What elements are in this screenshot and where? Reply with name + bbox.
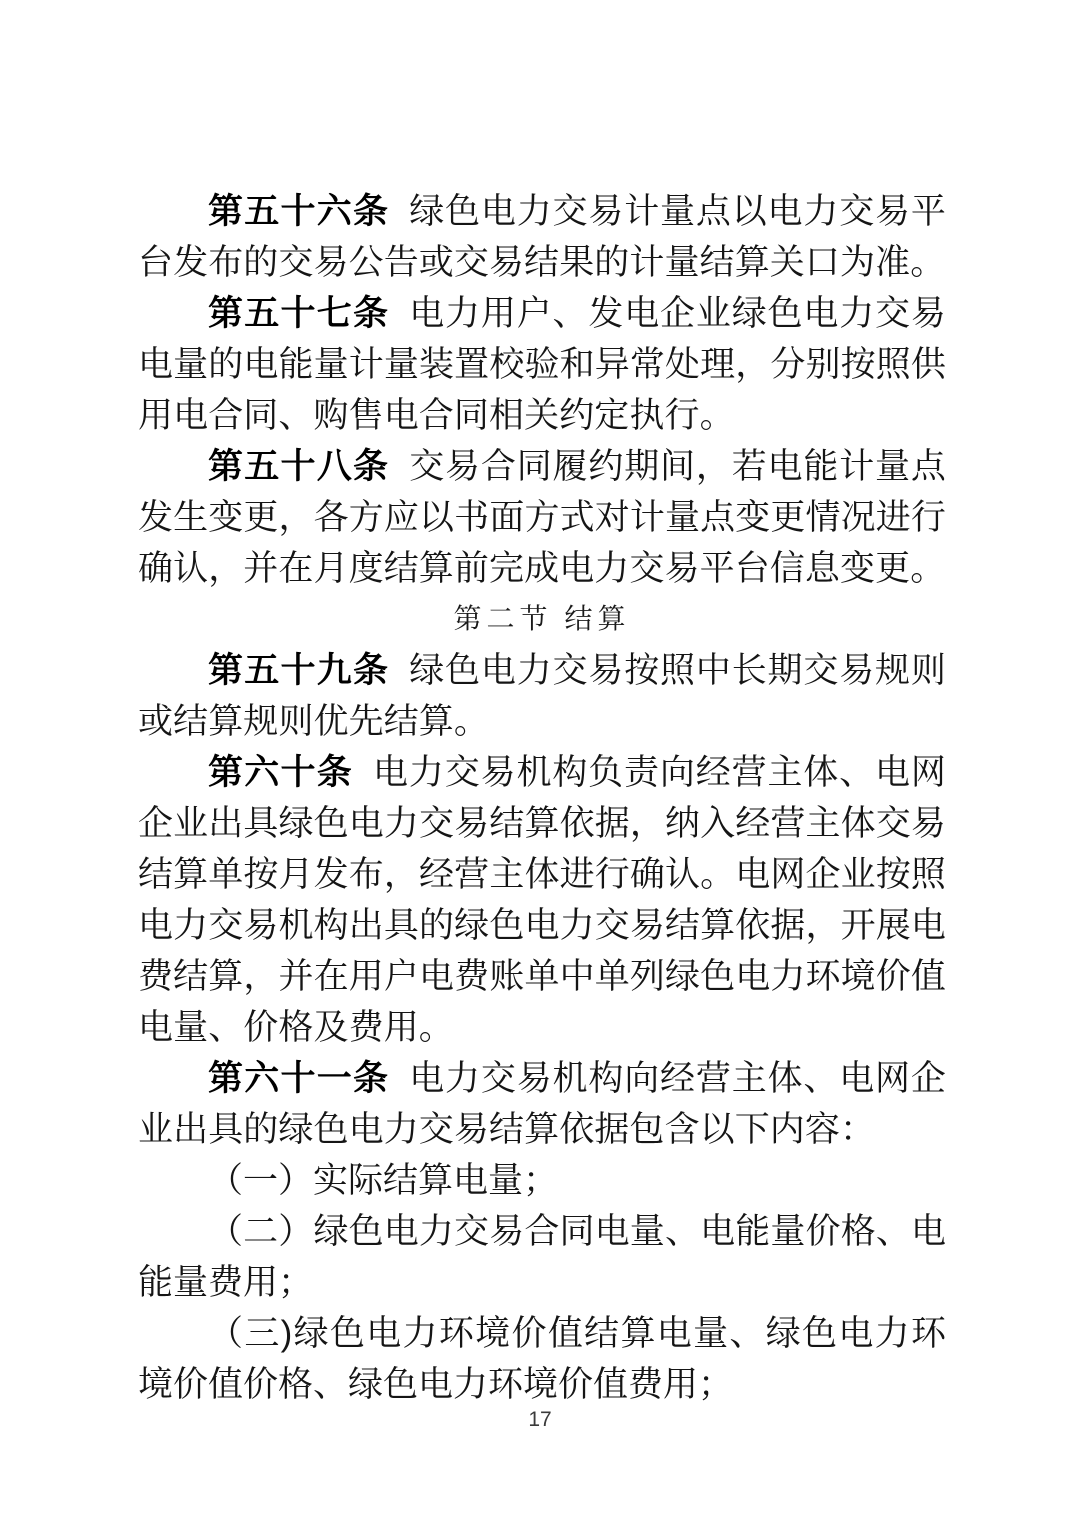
article-paragraph xyxy=(138,186,946,288)
article-label: 第五十九条 xyxy=(208,651,390,690)
article-label: 第六十一条 xyxy=(208,1059,390,1098)
article-paragraph xyxy=(138,1053,946,1155)
page-number: 17 xyxy=(528,1408,552,1431)
list-item: （三)绿色电力环境价值结算电量、绿色电力环境价值价格、绿色电力环境价值费用； xyxy=(138,1314,946,1404)
article-paragraph xyxy=(138,645,946,747)
article-text: 电力交易机构负责向经营主体、电网企业出具绿色电力交易结算依据，纳入经营主体交易结算单按月发布，经营主体进行确认。电网企业按照电力交易机构出具的绿色电力交易结算依据，开展电费结算，并在用户电费账单中单列绿色电力环境价值电量、价格及费用。 xyxy=(138,753,946,1047)
article-text: 绿色电力交易计量点以电力交易平台发布的交易公告或交易结果的计量结算关口为准。 xyxy=(138,192,946,282)
article-text: 电力交易机构向经营主体、电网企业出具的绿色电力交易结算依据包含以下内容： xyxy=(138,1059,946,1149)
article-label: 第五十八条 xyxy=(208,447,390,486)
list-item: （二）绿色电力交易合同电量、电能量价格、电能量费用； xyxy=(138,1212,946,1302)
article-text: 电力用户、发电企业绿色电力交易电量的电能量计量装置校验和异常处理，分别按照供用电合同、购售电合同相关约定执行。 xyxy=(138,294,946,435)
article-paragraph xyxy=(138,441,946,594)
article-text: 绿色电力交易按照中长期交易规则或结算规则优先结算。 xyxy=(138,651,946,741)
section-heading: 第二节 结算 xyxy=(453,604,631,635)
article-text: 交易合同履约期间，若电能计量点发生变更，各方应以书面方式对计量点变更情况进行确认，并在月度结算前完成电力交易平台信息变更。 xyxy=(138,447,946,588)
article-label: 第六十条 xyxy=(208,753,354,792)
article-paragraph xyxy=(138,747,946,1053)
document-body xyxy=(138,186,946,1410)
article-label: 第五十七条 xyxy=(208,294,390,333)
list-item: （一）实际结算电量； xyxy=(208,1161,559,1200)
article-paragraph xyxy=(138,288,946,441)
article-label: 第五十六条 xyxy=(208,192,390,231)
